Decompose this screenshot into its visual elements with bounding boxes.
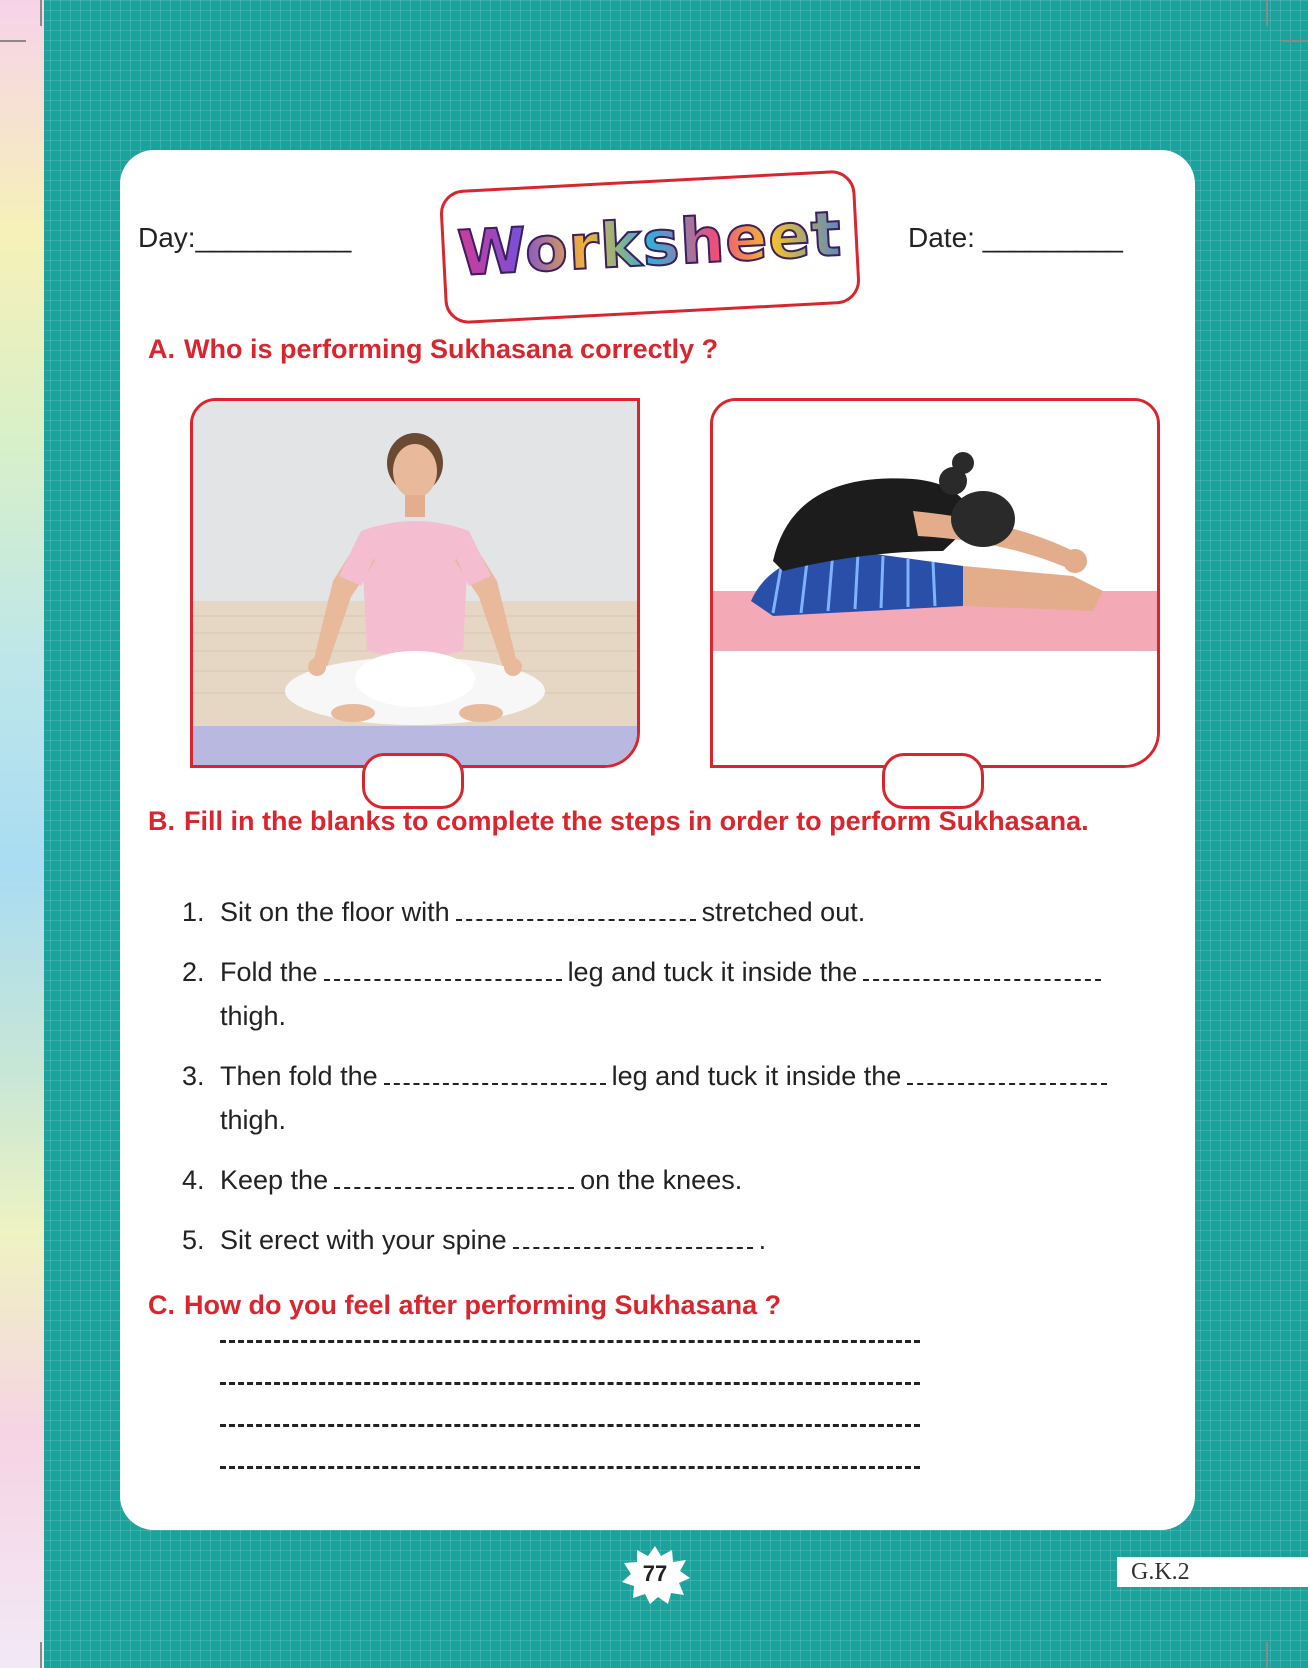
step-text: Sit on the floor with (220, 897, 450, 927)
section-a-heading (148, 334, 718, 365)
step-number: 2. (182, 957, 205, 987)
section-a-question: Who is performing Sukhasana correctly ? (184, 334, 719, 364)
writing-line[interactable] (220, 1466, 920, 1471)
step-blank[interactable] (907, 1061, 1107, 1085)
sukhasana-illustration (193, 401, 637, 765)
title-banner (439, 169, 861, 325)
section-a-letter: A. (148, 334, 175, 364)
day-blank: __________ (195, 222, 352, 253)
step-text: Keep the (220, 1165, 329, 1195)
day-field (138, 222, 351, 254)
page-number-badge (620, 1546, 690, 1604)
date-blank: _________ (982, 222, 1123, 253)
forward-bend-illustration (713, 401, 1157, 765)
step-text: Sit erect with your spine (220, 1225, 507, 1255)
step-text: thigh. (220, 1105, 287, 1135)
step-text: stretched out. (701, 897, 866, 927)
step-text: thigh. (220, 1001, 287, 1031)
page-number: 77 (642, 1561, 668, 1586)
writing-line[interactable] (220, 1382, 920, 1387)
step-text: leg and tuck it inside the (567, 957, 858, 987)
worksheet-title: Worksheet (443, 196, 856, 290)
section-c-letter: C. (148, 1290, 175, 1320)
step-number: 1. (182, 897, 205, 927)
step-number: 5. (182, 1225, 205, 1255)
step-text: . (758, 1225, 767, 1255)
crop-mark (40, 0, 42, 26)
crop-mark (0, 40, 26, 42)
step-item (182, 1158, 1162, 1202)
step-item (182, 950, 1162, 1038)
photo-forward-bend-pose (710, 398, 1160, 768)
step-blank[interactable] (384, 1061, 606, 1085)
step-number: 3. (182, 1061, 205, 1091)
step-text: leg and tuck it inside the (611, 1061, 902, 1091)
writing-line[interactable] (220, 1340, 920, 1345)
section-c-question: How do you feel after performing Sukhasana ? (184, 1290, 782, 1320)
date-field (908, 222, 1123, 254)
step-item (182, 1054, 1162, 1142)
rainbow-edge-strip (0, 0, 44, 1668)
crop-mark (40, 1642, 42, 1668)
section-b-question: Fill in the blanks to complete the steps in order to perform Sukhasana. (184, 806, 1089, 836)
worksheet-card (120, 150, 1195, 1530)
step-item (182, 890, 1162, 934)
answer-box-right[interactable] (882, 753, 984, 809)
writing-line[interactable] (220, 1424, 920, 1429)
book-code: G.K.2 (1117, 1557, 1308, 1587)
step-blank[interactable] (334, 1165, 574, 1189)
answer-writing-lines (220, 1340, 920, 1508)
steps-list (182, 890, 1162, 1262)
crop-mark (1266, 0, 1268, 26)
step-item (182, 1218, 1162, 1262)
answer-box-left[interactable] (362, 753, 464, 809)
step-text: on the knees. (580, 1165, 743, 1195)
step-blank[interactable] (513, 1225, 753, 1249)
step-text: Then fold the (220, 1061, 378, 1091)
photo-sukhasana-pose (190, 398, 640, 768)
step-number: 4. (182, 1165, 205, 1195)
section-c-heading (148, 1290, 781, 1321)
section-b-letter: B. (148, 806, 175, 836)
crop-mark (1266, 1642, 1268, 1668)
step-blank[interactable] (863, 957, 1101, 981)
date-label: Date: (908, 222, 975, 253)
step-blank[interactable] (324, 957, 562, 981)
step-blank[interactable] (456, 897, 696, 921)
crop-mark (1282, 40, 1308, 42)
step-text: Fold the (220, 957, 318, 987)
section-b-heading (148, 806, 1089, 837)
day-label: Day: (138, 222, 196, 253)
